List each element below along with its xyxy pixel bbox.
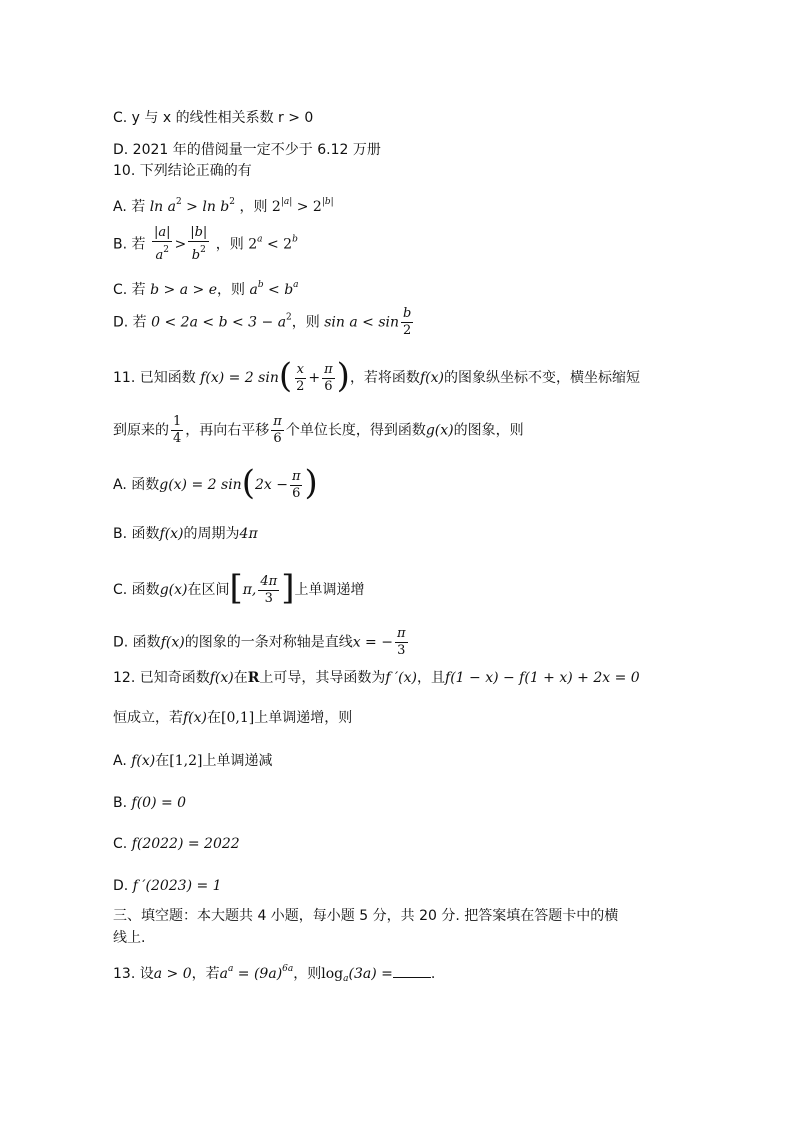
q13-lhs: a [219, 966, 228, 982]
q13-eq: = (9a) [233, 966, 283, 982]
q10-b-frac1: $\frac{|a|}{a^2}$ [153, 225, 171, 263]
q12-a-text2: 上单调递减 [202, 753, 273, 769]
q11-c-text2: 上单调递增 [294, 582, 365, 598]
q10-option-a: A. 若 $\ln a^2 > \ln b^2$ ，则 $2^{|a|} > 2^{|b|}$ [113, 197, 334, 215]
q10-c-res-a: a [249, 282, 258, 298]
q12-stem-4: ，且 [417, 670, 446, 686]
q10-b-lt: < 2 [262, 236, 293, 253]
q10-a-lhs: ln a [149, 199, 176, 215]
q11-d-eq: x = − [352, 634, 393, 651]
q10-c-prefix: C. 若 [113, 282, 146, 298]
q10-stem: 10. 下列结论正确的有 [113, 163, 252, 179]
q10-c-exp-b: b [257, 280, 264, 290]
q13-cond: a > 0 [153, 966, 192, 982]
q11-d-f: f(x) [160, 634, 185, 651]
q12-stem-6: 在 [207, 710, 222, 726]
q10-a-exp2: |b| [321, 197, 334, 207]
q12-stem-line1 [113, 668, 640, 688]
q10-b-then: ，则 [215, 236, 244, 253]
q11-frac1: $\frac{x}{2}$ [296, 361, 305, 394]
q9-option-d: D. 2021 年的借阅量一定不少于 6.12 万册 [113, 142, 381, 158]
q10-b-exp-a: a [257, 234, 263, 245]
q11-a-frac: $\frac{\pi}{6}$ [291, 468, 301, 501]
q12-f: f(x) [209, 670, 234, 686]
q11-quarter: $\frac{1}{4}$ [173, 414, 182, 446]
q12-d-expr: f ′(2023) = 1 [132, 878, 222, 894]
q11-stem-1: 11. 已知函数 [113, 370, 196, 386]
q12-a-text1: 在 [155, 753, 170, 769]
q12-c-prefix: C. [113, 836, 132, 852]
q13-log: log [321, 966, 344, 982]
q13-answer-blank[interactable] [393, 965, 431, 978]
q12-c-expr: f(2022) = 2022 [131, 836, 240, 852]
q11-g: g(x) [425, 422, 454, 439]
q12-b-prefix: B. [113, 795, 132, 811]
q12-stem-2: 在 [233, 670, 248, 686]
q11-c-int-left: π, [242, 582, 257, 598]
q11-frac2: $\frac{\pi}{6}$ [324, 361, 333, 394]
section3-heading-line1: 三、填空题：本大题共 4 小题，每小题 5 分，共 20 分. 把答案填在答题卡中的横 [113, 908, 619, 924]
q11-b-f: f(x) [159, 526, 184, 542]
q12-d-prefix: D. [113, 878, 133, 894]
section3-heading-line2: 线上. [113, 930, 146, 946]
q10-d-frac: $\frac{b}{2}$ [403, 306, 412, 338]
q11-option-d [113, 626, 410, 659]
q10-b-exp-b: b [292, 234, 298, 245]
q11-d-text: 的图象的一条对称轴是直线 [184, 634, 353, 651]
q10-d-prefix: D. 若 [113, 314, 147, 331]
q12-eq: f(1 − x) − f(1 + x) + 2x = 0 [445, 670, 640, 686]
q9-option-c: C. y 与 x 的线性相关系数 r > 0 [113, 110, 314, 126]
q11-d-prefix: D. 函数 [113, 634, 161, 651]
q11-stem-line2 [113, 414, 524, 447]
q11-a-expr: g(x) = 2 sin [159, 477, 242, 493]
q12-R: R [247, 670, 260, 686]
q13-prefix: 13. 设 [113, 966, 154, 982]
q11-a-prefix: A. 函数 [113, 477, 160, 493]
q12-stem-1: 12. 已知奇函数 [113, 670, 210, 686]
q11-option-b [113, 524, 258, 544]
q11-c-text1: 在区间 [187, 582, 230, 598]
q11-b-text: 的周期为 [183, 526, 240, 542]
q10-b-frac2: $\frac{|b|}{b^2}$ [190, 225, 208, 263]
q13-log-arg: (3a) = [348, 966, 393, 982]
q11-option-a: A. 函数g(x) = 2 sin(2x − $\frac{\pi}{6}$ ) [113, 463, 318, 503]
q10-d-then: ，则 [291, 314, 320, 331]
q11-d-frac: $\frac{\pi}{3}$ [396, 626, 406, 658]
q13-end: . [430, 966, 436, 982]
q10-a-prefix: A. 若 [113, 199, 146, 215]
q12-option-c [113, 834, 240, 854]
q13-mid: ，若 [191, 966, 220, 982]
q12-fprime: f ′(x) [385, 670, 418, 686]
q10-a-mid: > ln b [186, 199, 230, 215]
q11-f: f(x) [419, 370, 444, 386]
q10-c-lt: < b [263, 282, 294, 298]
q13-lhs-exp: a [227, 964, 234, 974]
q12-stem-7: 上单调递增，则 [254, 710, 353, 726]
q10-d-cond: 0 < 2a < b < 3 − a [151, 314, 287, 331]
q11-b-val: 4π [239, 526, 258, 542]
q10-c-exp-a: a [293, 280, 299, 290]
q12-option-b [113, 793, 186, 813]
q11-stem-7: 的图象，则 [453, 422, 524, 439]
q10-d-res: sin a < sin [324, 314, 400, 331]
q11-a-inner: 2x − [254, 477, 288, 493]
q12-stem-5: 恒成立，若 [113, 710, 183, 726]
q10-a-then: ，则 [239, 199, 268, 215]
q11-c-g: g(x) [159, 582, 188, 598]
q10-b-gt: > [174, 236, 187, 253]
q10-b-prefix: B. 若 [113, 236, 146, 253]
q10-option-c [113, 275, 299, 300]
q13-rhs-exp: 6a [282, 964, 294, 974]
q13-then: ，则 [293, 966, 322, 982]
q12-a-f: f(x) [131, 753, 156, 769]
q10-a-gt: > 2 [292, 199, 322, 215]
q10-option-d [113, 306, 415, 339]
q10-b-res: 2 [248, 236, 258, 253]
q12-b-expr: f(0) = 0 [131, 795, 187, 811]
q12-option-a [113, 751, 272, 771]
q13-log-base: a [343, 974, 349, 984]
q11-stem-6: 个单位长度，得到函数 [285, 422, 426, 439]
q11-f-def: f(x) = 2 sin [200, 370, 279, 386]
q13-stem [113, 959, 435, 989]
q12-a-int: [1,2] [169, 753, 203, 769]
q12-option-d [113, 876, 222, 896]
q11-stem-4: 到原来的 [113, 422, 169, 439]
q11-stem-5: ，再向右平移 [185, 422, 270, 439]
q10-a-exp1: |a| [280, 197, 293, 207]
q11-stem-line1: 11. 已知函数 f(x) = 2 sin( $\frac{x}{2}$ + $\frac{\pi}{6}$ )，若将函数f(x)的图象纵坐标不变，横坐标缩短 [113, 356, 640, 396]
q12-a-prefix: A. [113, 753, 132, 769]
q12-f2: f(x) [183, 710, 208, 726]
q11-c-frac: $\frac{4\pi}{3}$ [260, 573, 278, 606]
q10-c-cond: b > a > e [150, 282, 217, 298]
q11-stem-2: ，若将函数 [349, 370, 420, 386]
q12-stem-line2 [113, 708, 352, 728]
q10-c-then: ，则 [217, 282, 245, 298]
q11-option-c: C. 函数g(x)在区间[π, $\frac{4\pi}{3}$ ]上单调递增 [113, 568, 365, 608]
q11-b-prefix: B. 函数 [113, 526, 160, 542]
q11-plus: + [308, 370, 321, 386]
q11-shift: $\frac{\pi}{6}$ [273, 414, 282, 446]
q10-d-exp2: 2 [286, 312, 292, 323]
q10-a-res: 2 [271, 199, 281, 215]
q12-stem-3: 上可导，其导函数为 [259, 670, 386, 686]
q11-stem-3: 的图象纵坐标不变，横坐标缩短 [443, 370, 640, 386]
q11-c-prefix: C. 函数 [113, 582, 160, 598]
q10-option-b [113, 225, 298, 264]
q12-int: [0,1] [221, 710, 255, 726]
